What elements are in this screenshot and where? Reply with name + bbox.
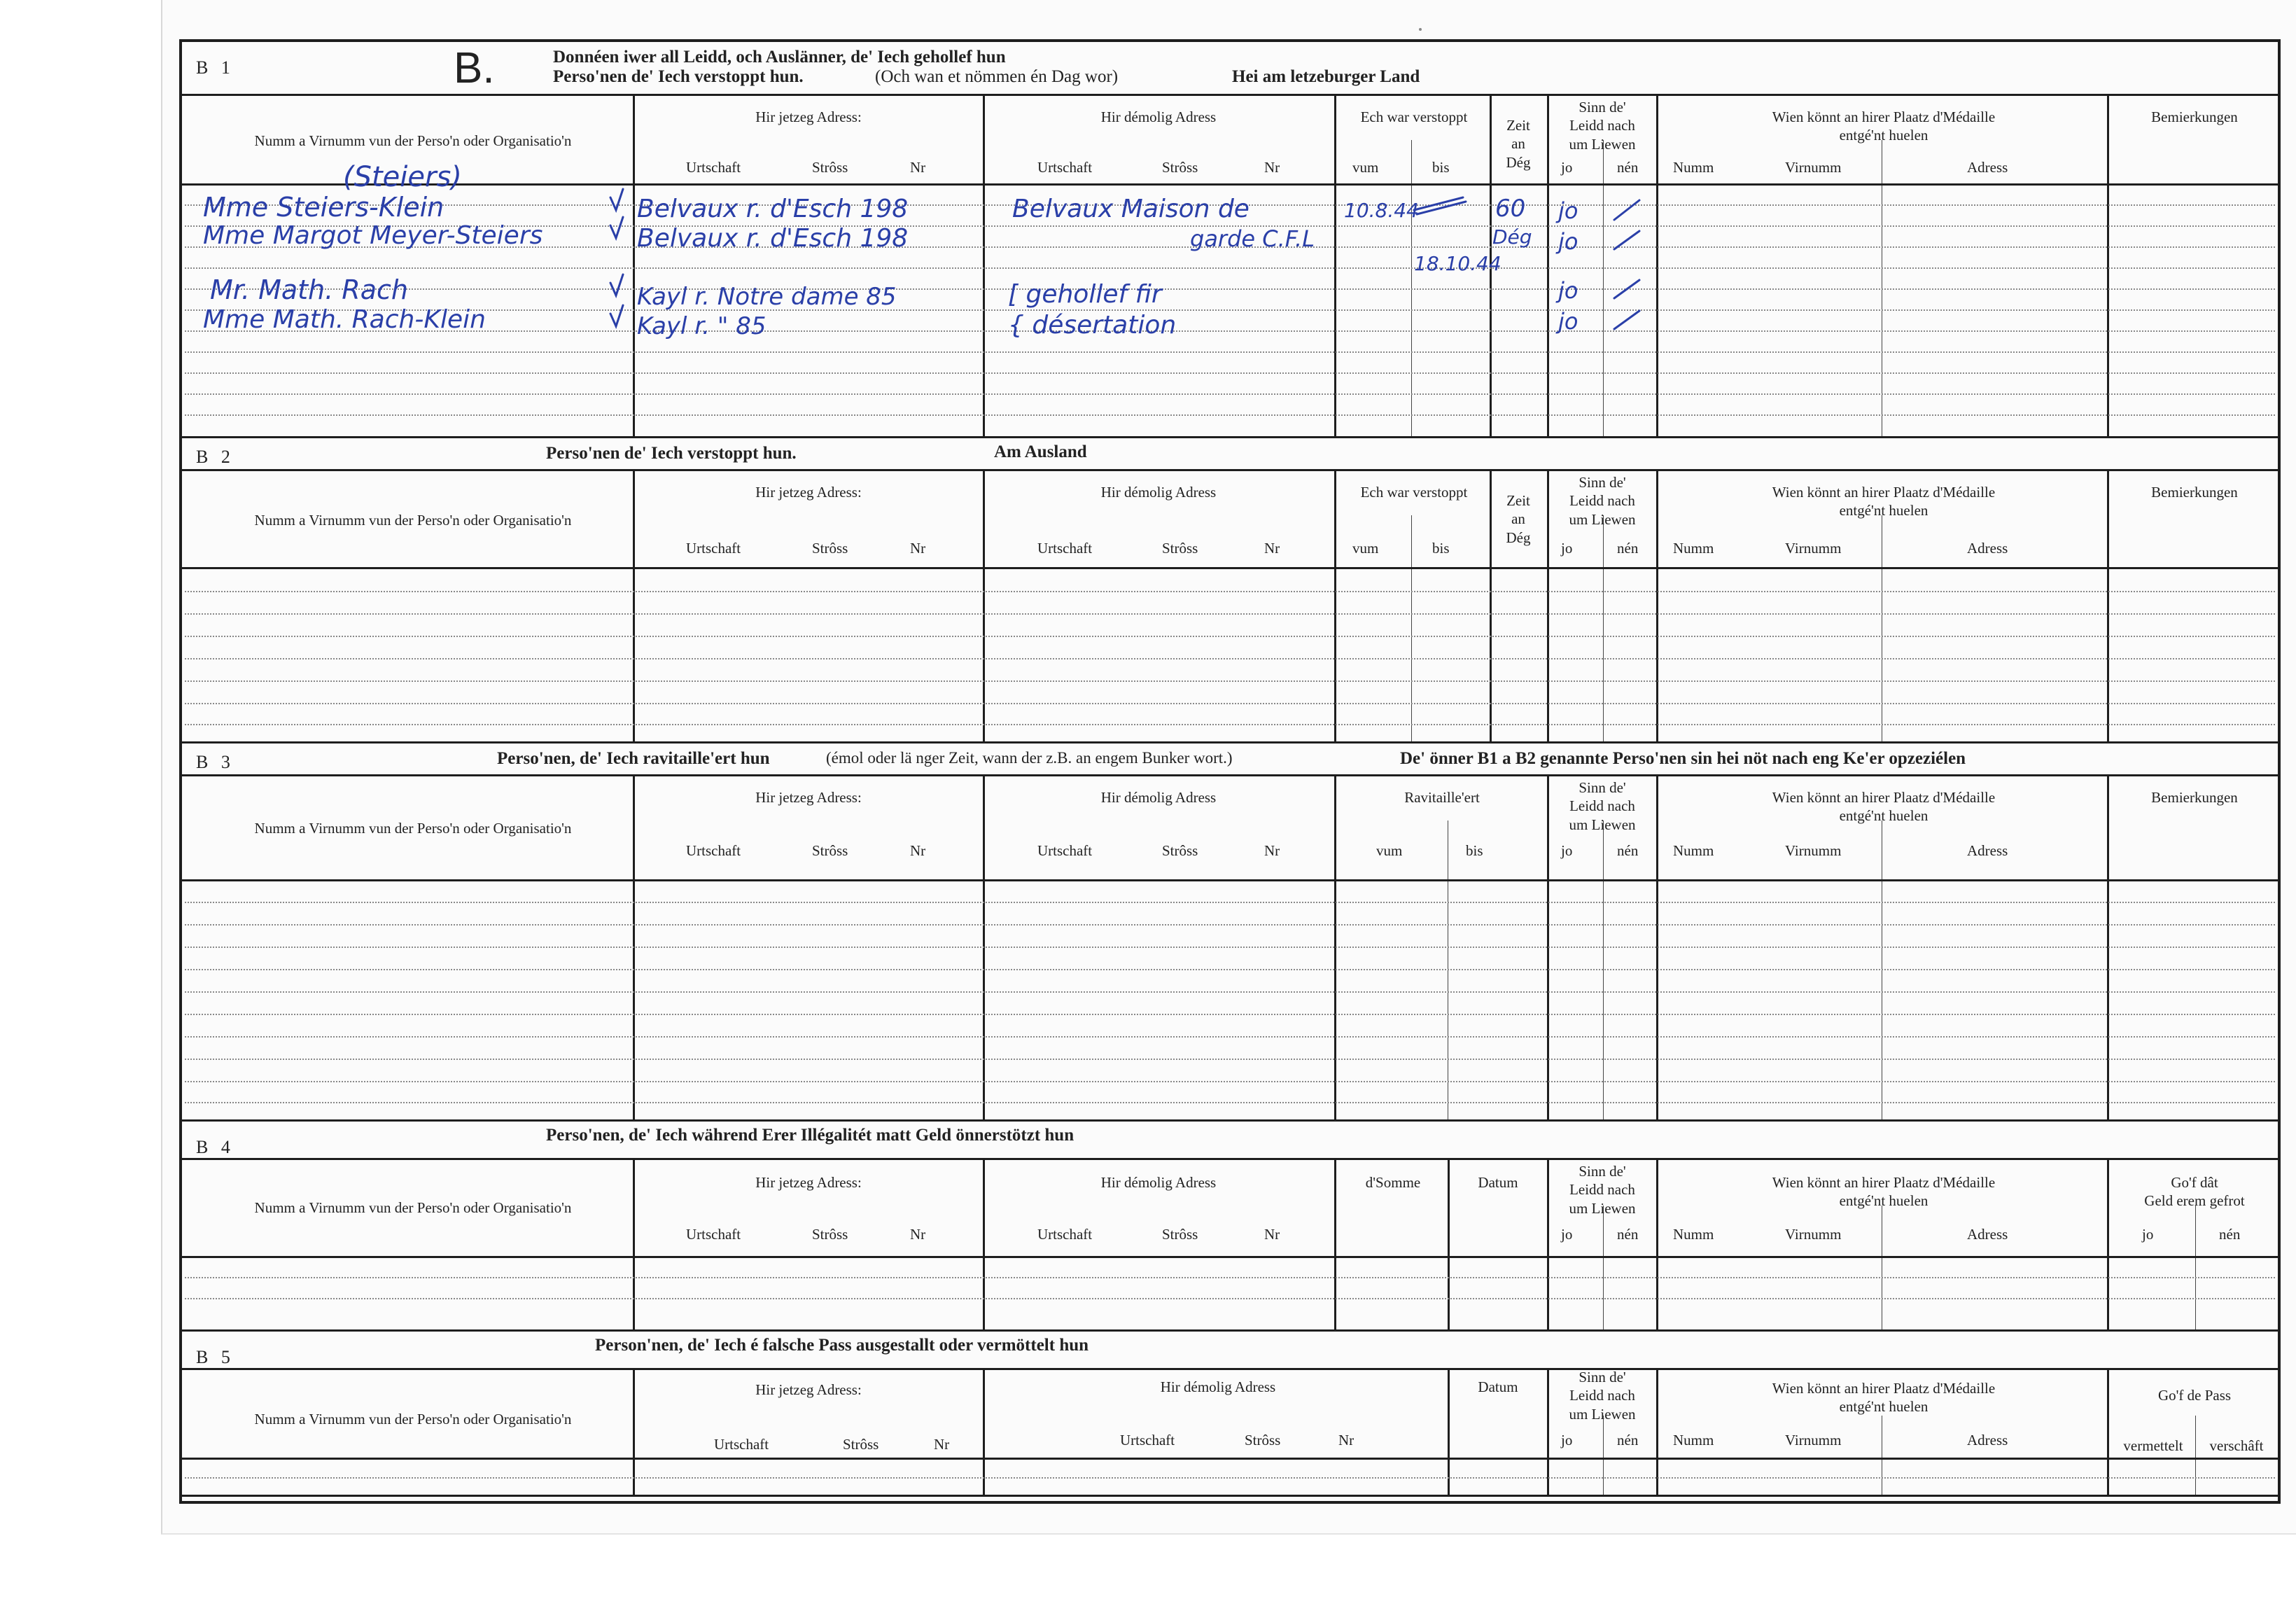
col-current-address: Hir jetzeg Adress: (755, 109, 862, 125)
col-suffered: Sinn de' Leidd nach um Liewen (1569, 99, 1636, 153)
section-title-2: Perso'nen de' Iech verstoppt hun. (553, 67, 804, 86)
col-no: nén (1617, 842, 1639, 859)
col-medal-name: Numm (1673, 842, 1714, 859)
col-medal-address: Adress (1967, 159, 2008, 176)
handwritten-name: Mr. Math. Rach (210, 274, 408, 305)
col-from: vum (1352, 540, 1379, 557)
col-no: nén (1617, 159, 1639, 176)
col-medal-name: Numm (1673, 1432, 1714, 1448)
handwritten-marks (182, 42, 2278, 438)
col-former-address: Hir démolig Adress (1100, 484, 1217, 501)
section-b5-header (182, 1332, 2278, 1370)
col-street: Strôss (1245, 1432, 1281, 1448)
col-street: Strôss (812, 842, 848, 859)
col-street: Strôss (812, 540, 848, 557)
col-to: bis (1432, 159, 1450, 176)
handwritten-date-from: 10.8.44 (1344, 199, 1419, 222)
col-medal-address: Adress (1967, 842, 2008, 859)
section-number: B 1 (196, 57, 234, 78)
col-nr: Nr (910, 159, 926, 176)
section-title-2: De' önner B1 a B2 genannte Perso'nen sin hei nöt nach eng Ke'er opzeziélen (1400, 749, 1966, 768)
section-number: B 2 (196, 447, 234, 467)
col-medal-name: Numm (1673, 1226, 1714, 1243)
col-money-returned: Go'f dât Geld erem gefrot (2144, 1174, 2245, 1210)
col-medal-firstname: Virnumm (1785, 159, 1842, 176)
section-b2 (182, 438, 2278, 743)
handwritten-name: Mme Math. Rach-Klein (203, 305, 486, 334)
col-medal: Wien könnt an hirer Plaatz d'Médaille entgé'nt huelen (1772, 1380, 1996, 1416)
section-b1 (182, 42, 2278, 438)
col-town: Urtschaft (1037, 1226, 1093, 1243)
col-from: vum (1352, 159, 1379, 176)
col-name-header: Numm a Virnumm vun der Perso'n oder Organisatio'n (254, 1411, 572, 1427)
section-title: Donnéen iwer all Leidd, och Auslänner, de' Iech gehollef hun (553, 48, 1006, 67)
handwritten-date-to: 18.10.44 (1414, 252, 1502, 275)
col-street: Strôss (1162, 540, 1198, 557)
col-street: Strôss (1162, 842, 1198, 859)
col-medal: Wien könnt an hirer Plaatz d'Médaille entgé'nt huelen (1772, 789, 1996, 825)
col-medal: Wien könnt an hirer Plaatz d'Médaille entgé'nt huelen (1772, 1174, 1996, 1210)
col-medal-address: Adress (1967, 1432, 2008, 1448)
col-town: Urtschaft (686, 842, 741, 859)
col-days: Zeit an Dég (1506, 492, 1531, 546)
col-street: Strôss (843, 1436, 879, 1453)
handwritten-yes: jo (1558, 308, 1578, 335)
col-no: nén (1617, 1432, 1639, 1448)
handwritten-former-address: garde C.F.L (1190, 225, 1315, 252)
handwritten-address: Belvaux r. d'Esch 198 (637, 224, 909, 253)
handwritten-note: [ gehollef fir (1008, 280, 1162, 309)
col-yes: jo (1561, 540, 1573, 557)
section-b4 (182, 1122, 2278, 1332)
col-nr: Nr (910, 540, 926, 557)
col-no: nén (1617, 540, 1639, 557)
col-suffered: Sinn de' Leidd nach um Liewen (1569, 1163, 1636, 1217)
col-nr: Nr (910, 1226, 926, 1243)
col-nr: Nr (1264, 842, 1280, 859)
col-name-header: Numm a Virnumm vun der Perso'n oder Organisatio'n (254, 820, 572, 837)
col-days: Zeit an Dég (1506, 117, 1531, 171)
col-medal-name: Numm (1673, 159, 1714, 176)
handwritten-address: Kayl r. " 85 (637, 312, 766, 340)
col-medal-address: Adress (1967, 1226, 2008, 1243)
col-nr: Nr (1264, 1226, 1280, 1243)
col-name-header: Numm a Virnumm vun der Perso'n oder Organisatio'n (254, 132, 572, 149)
col-to: bis (1432, 540, 1450, 557)
col-hidden: Ech war verstoppt (1360, 484, 1468, 501)
col-medal-name: Numm (1673, 540, 1714, 557)
col-hidden: Ech war verstoppt (1360, 109, 1468, 125)
col-medal: Wien könnt an hirer Plaatz d'Médaille entgé'nt huelen (1772, 484, 1996, 519)
section-letter: B. (454, 44, 495, 92)
col-yes: jo (1561, 842, 1573, 859)
col-medal-firstname: Virnumm (1785, 842, 1842, 859)
col-remarks: Bemierkungen (2151, 109, 2238, 125)
col-town: Urtschaft (1120, 1432, 1175, 1448)
handwritten-name: Mme Steiers-Klein (203, 192, 444, 223)
col-town: Urtschaft (714, 1436, 769, 1453)
col-pass: Go'f de Pass (2157, 1387, 2232, 1404)
col-medal-firstname: Virnumm (1785, 1226, 1842, 1243)
section-b4-header (182, 1122, 2278, 1160)
col-nr: Nr (1264, 159, 1280, 176)
section-note: (Och wan et nömmen én Dag wor) (875, 67, 1119, 86)
col-nr: Nr (934, 1436, 950, 1453)
handwritten-yes: jo (1558, 277, 1578, 304)
col-former-address: Hir démolig Adress (1100, 1174, 1217, 1191)
col-street: Strôss (812, 1226, 848, 1243)
col-to: bis (1466, 842, 1483, 859)
col-nr: Nr (910, 842, 926, 859)
col-street: Strôss (812, 159, 848, 176)
col-yes: jo (1561, 1432, 1573, 1448)
col-no: nén (2219, 1226, 2241, 1243)
col-suffered: Sinn de' Leidd nach um Liewen (1569, 779, 1636, 833)
col-sum: d'Somme (1365, 1174, 1421, 1191)
handwritten-name: Mme Margot Meyer-Steiers (203, 221, 543, 250)
col-town: Urtschaft (1037, 159, 1093, 176)
col-ravitailleert: Ravitaille'ert (1404, 789, 1480, 806)
col-street: Strôss (1162, 1226, 1198, 1243)
handwritten-days-unit: Dég (1492, 225, 1532, 249)
col-town: Urtschaft (686, 159, 741, 176)
col-medal-firstname: Virnumm (1785, 540, 1842, 557)
col-yes: jo (1561, 159, 1573, 176)
col-name-header: Numm a Virnumm vun der Perso'n oder Organisatio'n (254, 512, 572, 529)
form-sheet (179, 39, 2281, 1504)
col-pass-given: vermettelt (2123, 1437, 2183, 1454)
section-b3-header (182, 743, 2278, 776)
section-note: (émol oder lä nger Zeit, wann der z.B. an engem Bunker wort.) (826, 749, 1233, 767)
col-town: Urtschaft (1037, 540, 1093, 557)
section-title: Perso'nen de' Iech verstoppt hun. (546, 444, 797, 463)
handwritten-yes: jo (1558, 197, 1578, 224)
col-nr: Nr (1338, 1432, 1354, 1448)
col-current-address: Hir jetzeg Adress: (755, 1381, 862, 1398)
col-name-header: Numm a Virnumm vun der Perso'n oder Organisatio'n (254, 1199, 572, 1216)
col-town: Urtschaft (686, 540, 741, 557)
handwritten-annotation: (Steiers) (343, 161, 462, 193)
section-number: B 5 (196, 1347, 234, 1367)
col-remarks: Bemierkungen (2151, 484, 2238, 501)
handwritten-address: Belvaux r. d'Esch 198 (637, 195, 909, 223)
section-title-3: Hei am letzeburger Land (1232, 67, 1420, 86)
col-suffered: Sinn de' Leidd nach um Liewen (1569, 474, 1636, 528)
col-nr: Nr (1264, 540, 1280, 557)
section-b2-header (182, 438, 2278, 471)
col-pass-made: verschâft (2209, 1437, 2264, 1454)
col-town: Urtschaft (686, 1226, 741, 1243)
col-former-address: Hir démolig Adress (1100, 789, 1217, 806)
col-current-address: Hir jetzeg Adress: (755, 484, 862, 501)
section-number: B 4 (196, 1137, 234, 1157)
scan-speck (1419, 28, 1422, 31)
col-medal-address: Adress (1967, 540, 2008, 557)
col-from: vum (1376, 842, 1403, 859)
col-remarks: Bemierkungen (2151, 789, 2238, 806)
col-street: Strôss (1162, 159, 1198, 176)
col-yes: jo (2142, 1226, 2154, 1243)
col-current-address: Hir jetzeg Adress: (755, 789, 862, 806)
handwritten-former-address: Belvaux Maison de (1012, 195, 1250, 223)
section-title: Perso'nen, de' Iech während Erer Illégalitét matt Geld önnerstötzt hun (546, 1126, 1074, 1145)
col-no: nén (1617, 1226, 1639, 1243)
section-title: Perso'nen, de' Iech ravitaille'ert hun (497, 749, 770, 768)
section-title: Person'nen, de' Iech é falsche Pass ausgestallt oder vermöttelt hun (595, 1336, 1089, 1355)
handwritten-days: 60 (1495, 195, 1526, 223)
col-date: Datum (1478, 1174, 1518, 1191)
col-yes: jo (1561, 1226, 1573, 1243)
col-medal: Wien könnt an hirer Plaatz d'Médaille entgé'nt huelen (1772, 109, 1996, 144)
col-date: Datum (1478, 1378, 1518, 1395)
col-town: Urtschaft (1037, 842, 1093, 859)
section-number: B 3 (196, 752, 234, 772)
handwritten-address: Kayl r. Notre dame 85 (637, 283, 897, 311)
handwritten-yes: jo (1558, 228, 1578, 255)
col-former-address: Hir démolig Adress (1100, 109, 1217, 125)
col-former-address: Hir démolig Adress (1160, 1378, 1276, 1395)
section-title-2: Am Ausland (994, 442, 1087, 461)
col-medal-firstname: Virnumm (1785, 1432, 1842, 1448)
section-b5 (182, 1332, 2278, 1507)
col-suffered: Sinn de' Leidd nach um Liewen (1569, 1369, 1636, 1423)
col-current-address: Hir jetzeg Adress: (755, 1174, 862, 1191)
section-b3 (182, 743, 2278, 1122)
handwritten-note: { désertation (1008, 311, 1177, 340)
